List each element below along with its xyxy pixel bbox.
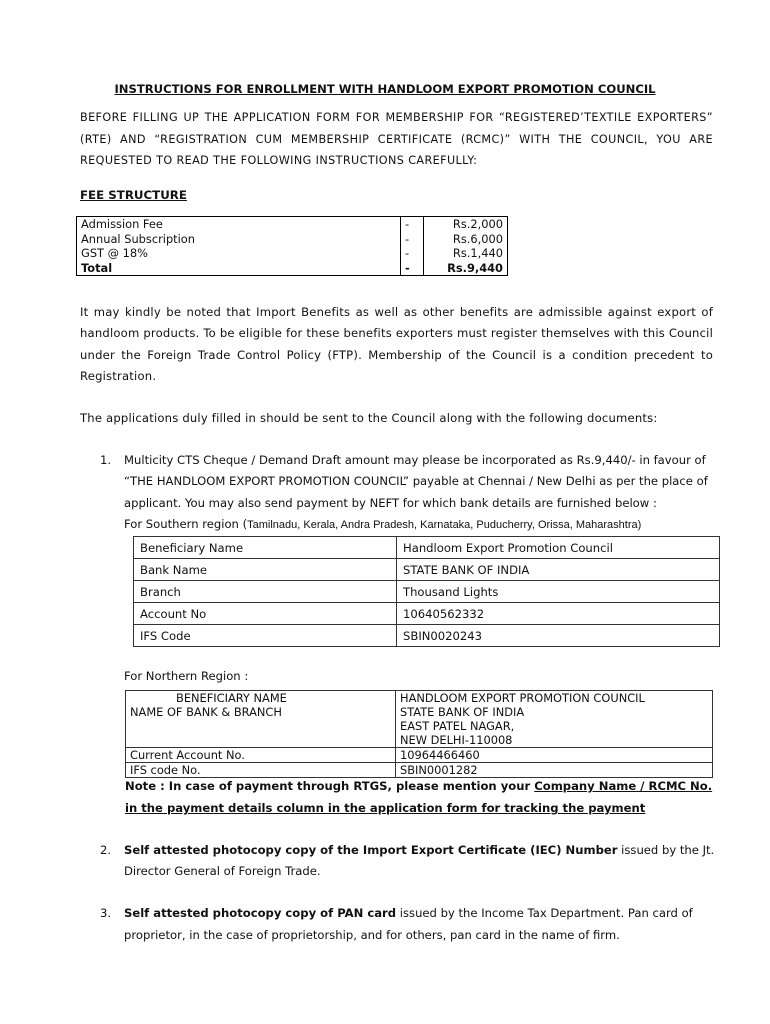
documents-intro: The applications duly filled in should be sent to the Council along with the following documents:: [80, 411, 658, 425]
bank-label: Account No: [134, 603, 397, 625]
bank-value: 10640562332: [397, 603, 720, 625]
ifs-value: SBIN0001282: [396, 763, 713, 778]
benefits-line-1: It may kindly be noted that Import Benefits as well as other benefits are admissible against export of: [80, 305, 713, 319]
southern-states-text: Tamilnadu, Kerala, Andra Pradesh, Karnataka, Puducherry, Orissa, Maharashtra): [247, 519, 642, 531]
bank-value: STATE BANK OF INDIA: [397, 559, 720, 581]
item-3-line-2: proprietor, in the case of proprietorship, and for others, pan card in the name of firm.: [124, 928, 620, 942]
southern-label-text: For Southern region (: [124, 517, 248, 531]
bank-label: Beneficiary Name: [134, 537, 397, 559]
bank-value: SBIN0020243: [397, 625, 720, 647]
note-highlight: Company Name / RCMC No.: [534, 779, 713, 793]
item-2-number: 2.: [100, 843, 112, 857]
fee-amount: Rs.1,440: [424, 246, 508, 261]
beneficiary-value: HANDLOOM EXPORT PROMOTION COUNCIL: [400, 691, 645, 705]
bank-row: [134, 625, 720, 647]
bank-value: Thousand Lights: [397, 581, 720, 603]
southern-bank-table: [133, 536, 720, 647]
fee-dash: -: [401, 246, 424, 261]
bank-row: [126, 763, 713, 778]
fee-row: [77, 217, 508, 232]
beneficiary-label: BENEFICIARY NAME: [176, 691, 287, 705]
item-1-line-2: “THE HANDLOOM EXPORT PROMOTION COUNCIL” payable at Chennai / New Delhi as per the place of: [124, 474, 708, 488]
bank-branch-label: NAME OF BANK & BRANCH: [130, 705, 282, 719]
bank-row: [134, 581, 720, 603]
bank-row: [134, 559, 720, 581]
bank-line: EAST PATEL NAGAR,: [400, 719, 515, 733]
bank-label-cell: [126, 691, 396, 748]
fee-label: Annual Subscription: [77, 232, 401, 247]
fee-dash: -: [401, 261, 424, 276]
bank-line: STATE BANK OF INDIA: [400, 705, 525, 719]
item-3-line-1: [124, 906, 693, 920]
fee-total-amount: Rs.9,440: [424, 261, 508, 276]
item-2-rest: issued by the Jt.: [617, 843, 715, 857]
intro-line-2: (RTE) AND “REGISTRATION CUM MEMBERSHIP CERTIFICATE (RCMC)” WITH THE COUNCIL, YOU ARE: [80, 133, 713, 146]
fee-total-row: [77, 261, 508, 276]
benefits-line-4: Registration.: [80, 369, 157, 383]
fee-label: GST @ 18%: [77, 246, 401, 261]
benefits-line-2: handloom products. To be eligible for these benefits exporters must register themselves with this Council: [80, 326, 713, 340]
bank-label: Bank Name: [134, 559, 397, 581]
rtgs-note: [125, 779, 712, 793]
bank-row: [134, 537, 720, 559]
note-prefix: Note : In case of payment through RTGS, please mention your: [125, 779, 535, 793]
northern-region-label: For Northern Region :: [124, 669, 249, 683]
fee-dash: -: [401, 232, 424, 247]
fee-row: [77, 232, 508, 247]
southern-region-label: [124, 517, 641, 531]
item-3-rest: issued by the Income Tax Department. Pan card of: [396, 906, 693, 920]
northern-bank-table: [125, 690, 713, 778]
item-1-number: 1.: [100, 453, 112, 467]
item-2-bold: Self attested photocopy copy of the Import Export Certificate (IEC) Number: [124, 843, 618, 857]
benefits-line-3: under the Foreign Trade Control Policy (FTP). Membership of the Council is a condition precedent to: [80, 348, 713, 362]
bank-value: Handloom Export Promotion Council: [397, 537, 720, 559]
fee-amount: Rs.2,000: [424, 217, 508, 232]
bank-row: [126, 748, 713, 763]
fee-row: [77, 246, 508, 261]
item-3-bold: Self attested photocopy copy of PAN card: [124, 906, 397, 920]
item-2-line-2: Director General of Foreign Trade.: [124, 864, 321, 878]
item-1-line-1: Multicity CTS Cheque / Demand Draft amount may please be incorporated as Rs.9,440/- in favour of: [124, 453, 706, 467]
item-2-line-1: [124, 843, 714, 857]
fee-amount: Rs.6,000: [424, 232, 508, 247]
ifs-label: IFS code No.: [126, 763, 396, 778]
fee-structure-heading: FEE STRUCTURE: [80, 188, 187, 202]
bank-label: Branch: [134, 581, 397, 603]
item-1-line-3: applicant. You may also send payment by NEFT for which bank details are furnished below :: [124, 496, 657, 510]
bank-row: [134, 603, 720, 625]
fee-dash: -: [401, 217, 424, 232]
bank-label: IFS Code: [134, 625, 397, 647]
document-title: INSTRUCTIONS FOR ENROLLMENT WITH HANDLOOM EXPORT PROMOTION COUNCIL: [114, 82, 656, 96]
bank-line: NEW DELHI-110008: [400, 733, 513, 747]
bank-row: [126, 691, 713, 748]
account-value: 10964466460: [396, 748, 713, 763]
bank-value-cell: [396, 691, 713, 748]
intro-line-3: REQUESTED TO READ THE FOLLOWING INSTRUCTIONS CAREFULLY:: [80, 154, 478, 167]
fee-total-label: Total: [77, 261, 401, 276]
intro-line-1: BEFORE FILLING UP THE APPLICATION FORM FOR MEMBERSHIP FOR “REGISTERED’TEXTILE EXPORTERS”: [80, 111, 713, 124]
fee-table: [76, 216, 508, 276]
item-3-number: 3.: [100, 906, 112, 920]
account-label: Current Account No.: [126, 748, 396, 763]
fee-label: Admission Fee: [77, 217, 401, 232]
rtgs-note-line-2: in the payment details column in the application form for tracking the payment: [125, 801, 646, 815]
